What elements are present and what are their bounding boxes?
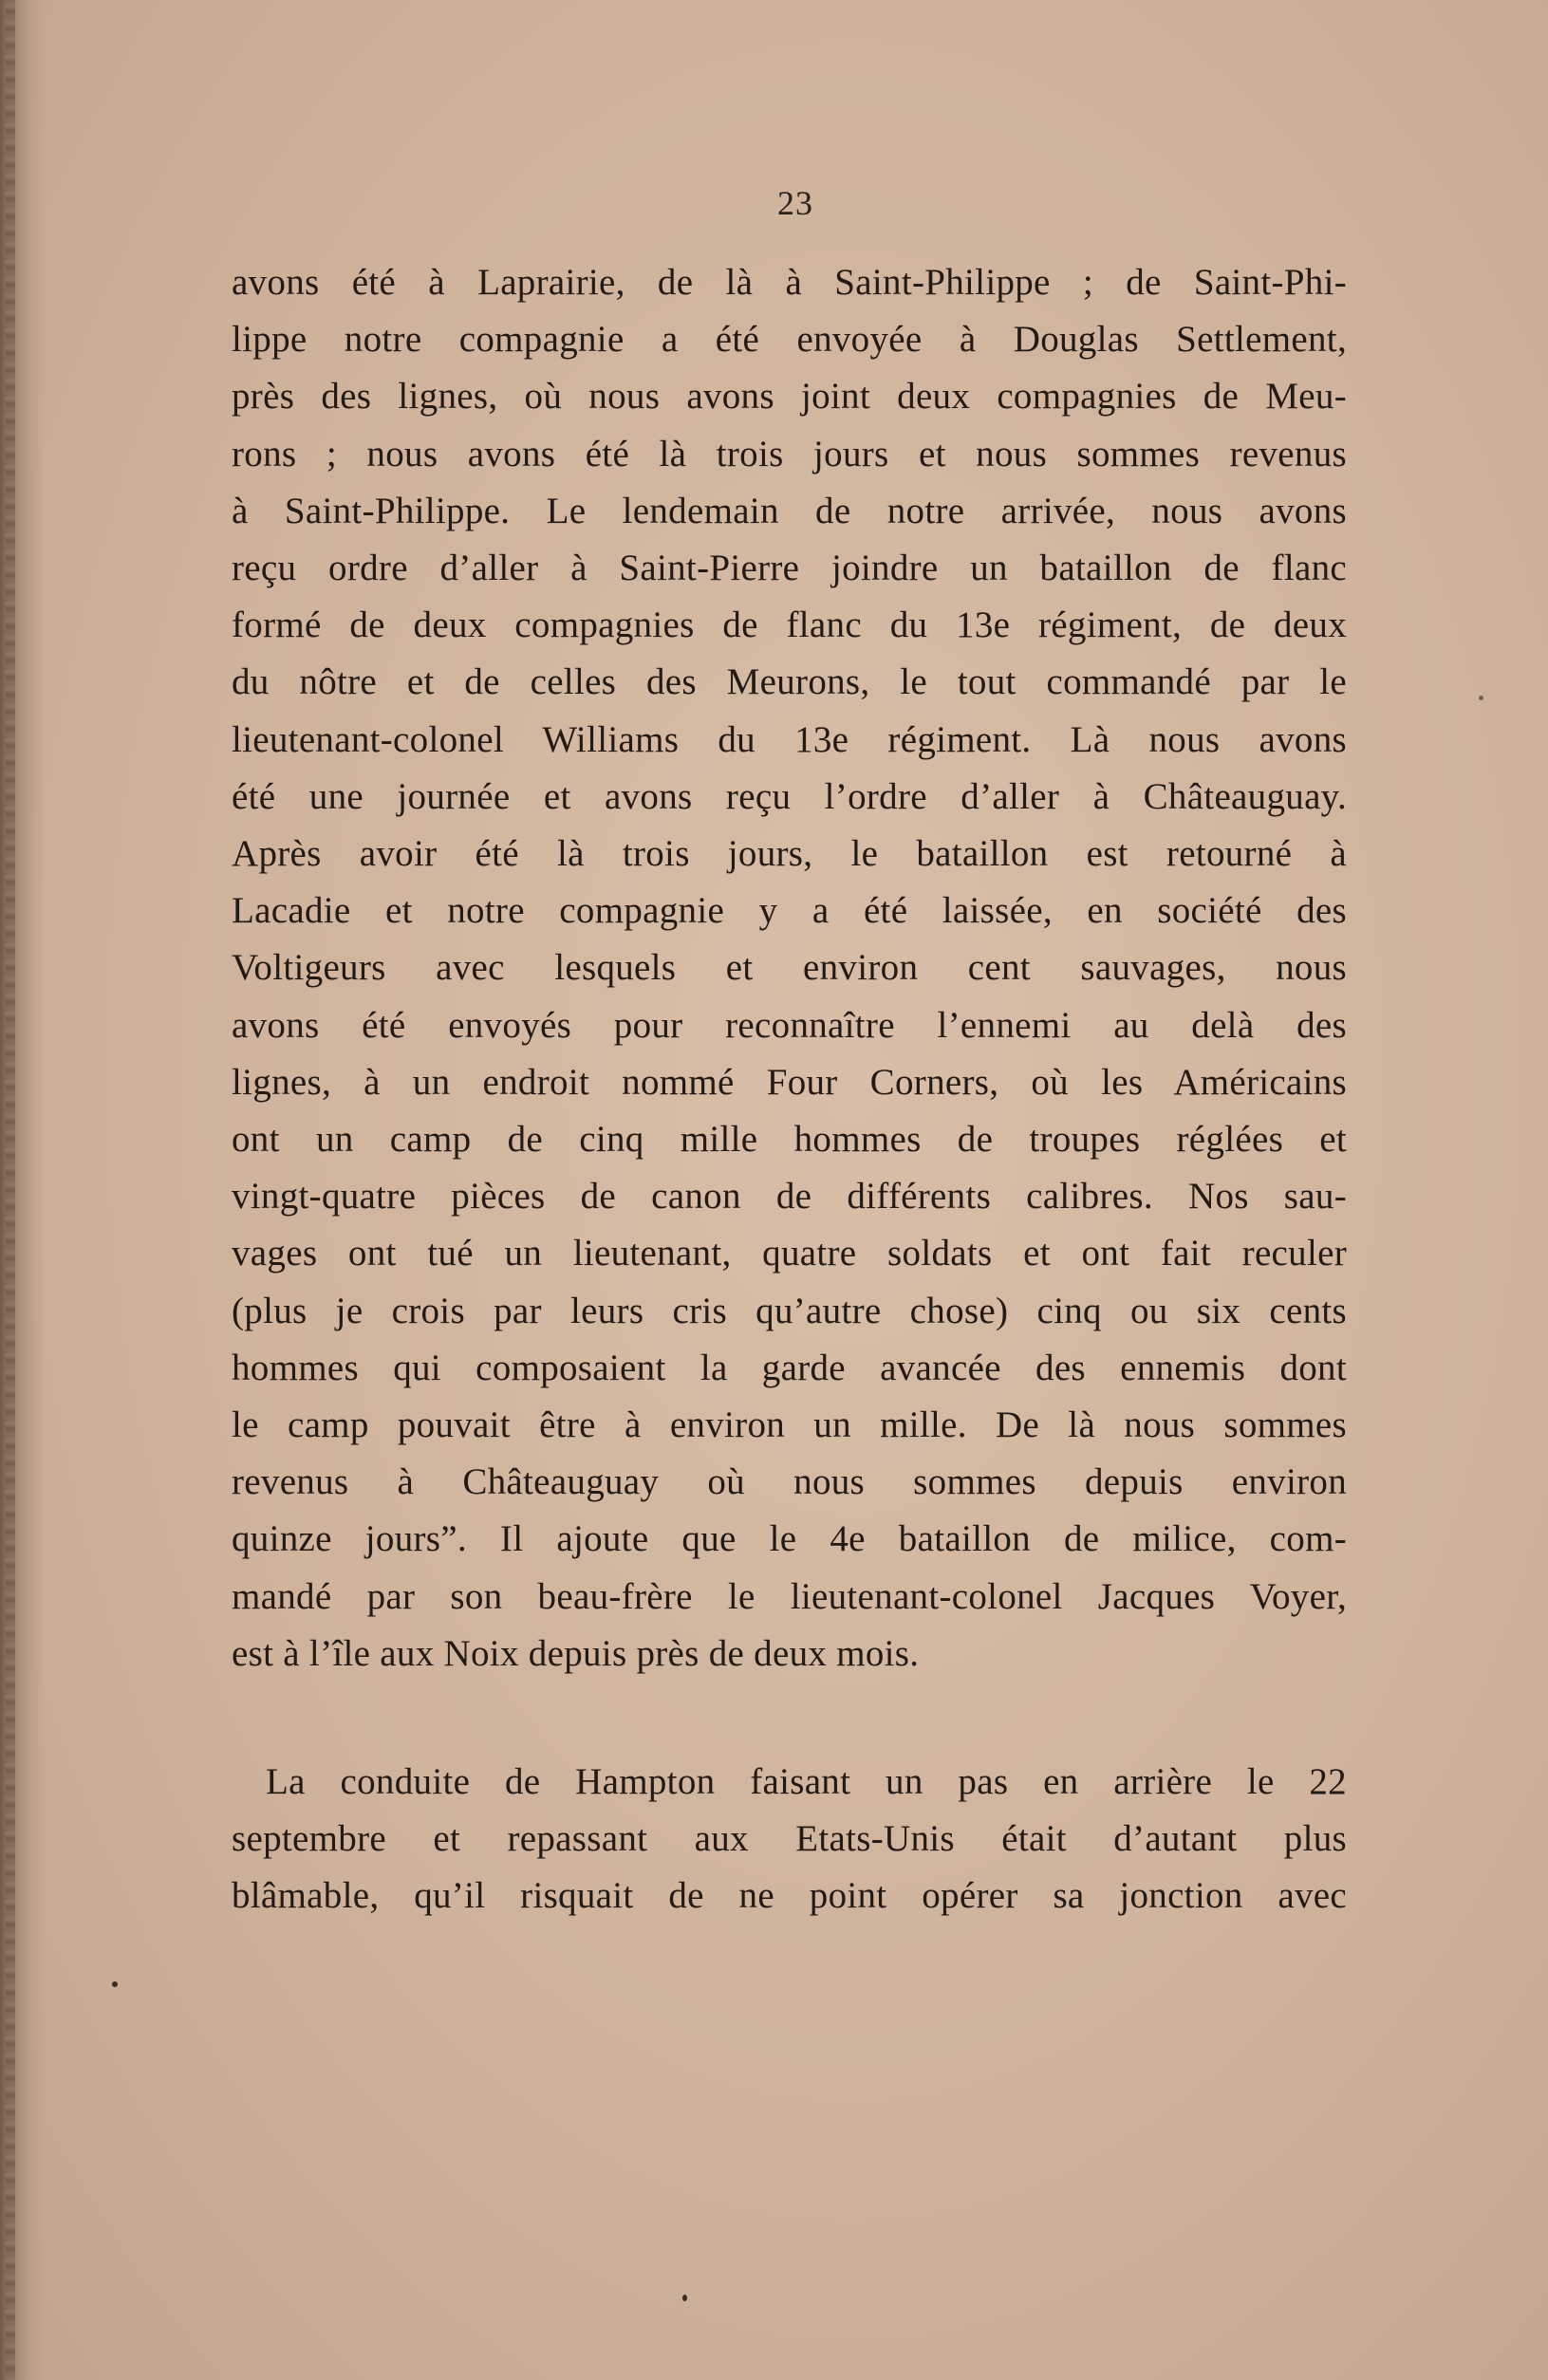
text-line: vages ont tué un lieutenant, quatre soldats et ont fait reculer — [232, 1233, 1347, 1274]
text-line: hommes qui composaient la garde avancée des ennemis dont — [232, 1347, 1347, 1388]
text-line: près des lignes, où nous avons joint deux compagnies de Meu- — [232, 376, 1347, 418]
text-line: est à l’île aux Noix depuis près de deux mois. — [232, 1632, 920, 1674]
page-binding-edge — [6, 0, 15, 2380]
text-line: lieutenant-colonel Williams du 13e régiment. Là nous avons — [232, 718, 1347, 760]
text-line: septembre et repassant aux Etats-Unis était d’autant plus — [232, 1818, 1347, 1860]
paper-speck — [682, 2295, 687, 2301]
text-line: Voltigeurs avec lesquels et environ cent sauvages, nous — [232, 947, 1347, 989]
text-line: avons été à Laprairie, de là à Saint-Philippe ; de Saint-Phi- — [232, 262, 1347, 303]
paper-speck — [112, 1981, 118, 1987]
text-line: quinze jours”. Il ajoute que le 4e bataillon de milice, com- — [232, 1518, 1347, 1560]
paragraph-2 — [232, 1754, 1347, 1925]
text-line: ont un camp de cinq mille hommes de troupes réglées et — [232, 1119, 1347, 1161]
text-line: le camp pouvait être à environ un mille. De là nous sommes — [232, 1404, 1347, 1446]
text-line: (plus je crois par leurs cris qu’autre chose) cinq ou six cents — [232, 1290, 1347, 1331]
text-line: La conduite de Hampton faisant un pas en arrière le 22 — [266, 1761, 1347, 1802]
text-line: mandé par son beau-frère le lieutenant-colonel Jacques Voyer, — [232, 1575, 1347, 1617]
text-line: blâmable, qu’il risquait de ne point opérer sa jonction avec — [232, 1875, 1347, 1917]
paragraph-1 — [232, 254, 1347, 1683]
page-number: 23 — [777, 184, 813, 222]
text-line: avons été envoyés pour reconnaître l’ennemi au delà des — [232, 1004, 1347, 1046]
text-line: été une journée et avons reçu l’ordre d’aller à Châteauguay. — [232, 775, 1347, 817]
text-line: formé de deux compagnies de flanc du 13e régiment, de deux — [232, 604, 1347, 646]
text-line: vingt-quatre pièces de canon de différents calibres. Nos sau- — [232, 1176, 1347, 1218]
paper-speck — [1479, 696, 1483, 700]
text-line: à Saint-Philippe. Le lendemain de notre arrivée, nous avons — [232, 490, 1347, 531]
text-line: rons ; nous avons été là trois jours et nous sommes revenus — [232, 433, 1347, 474]
text-line: Lacadie et notre compagnie y a été laissée, en société des — [232, 890, 1347, 932]
text-line: revenus à Châteauguay où nous sommes depuis environ — [232, 1461, 1347, 1503]
text-line: du nôtre et de celles des Meurons, le tout commandé par le — [232, 661, 1347, 703]
text-line: Après avoir été là trois jours, le bataillon est retourné à — [232, 833, 1347, 875]
text-line: reçu ordre d’aller à Saint-Pierre joindre un bataillon de flanc — [232, 548, 1347, 589]
text-line: lignes, à un endroit nommé Four Corners, où les Américains — [232, 1061, 1347, 1103]
text-line: lippe notre compagnie a été envoyée à Douglas Settlement, — [232, 319, 1347, 361]
